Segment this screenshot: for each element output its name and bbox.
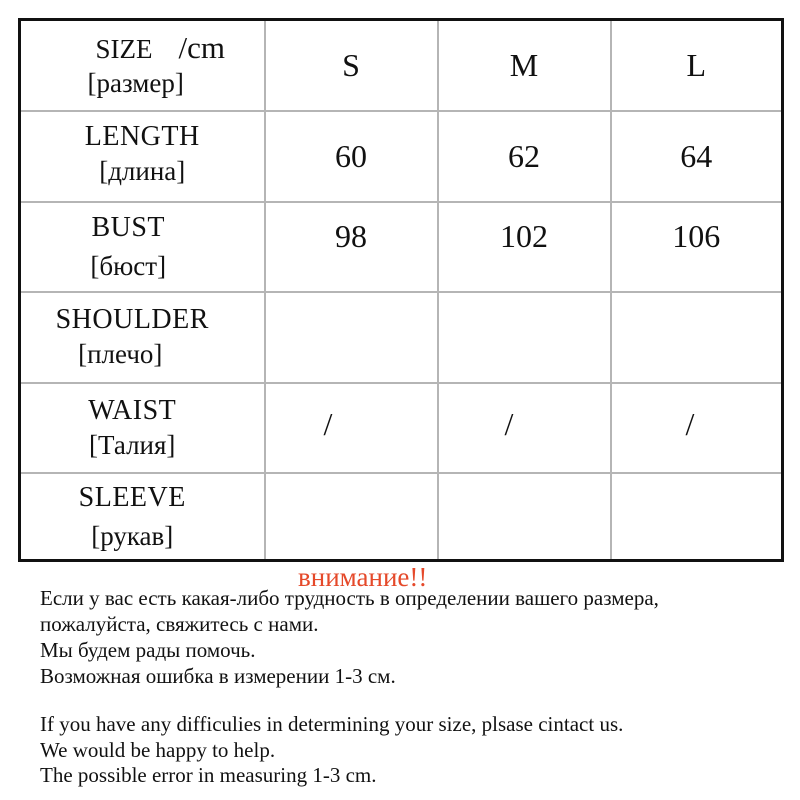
size-label-ru: [размер]	[87, 68, 184, 98]
row-label-en: BUST	[91, 211, 166, 243]
size-header-l: L	[611, 20, 783, 112]
row-label-ru: [рукав]	[91, 520, 174, 551]
size-chart-table	[18, 18, 784, 562]
note-line: пожалуйста, свяжитесь с нами.	[40, 612, 319, 636]
table-row-length	[20, 111, 783, 202]
table-row-shoulder	[20, 292, 783, 383]
value-cell-s: /	[265, 383, 438, 474]
value-cell-l: /	[611, 383, 783, 474]
note-line: If you have any difficulies in determining your size, plsase cintact us.	[40, 712, 624, 736]
value-cell-l: 106	[611, 202, 783, 293]
row-label-en: WAIST	[88, 394, 177, 426]
value-cell-l: 64	[611, 111, 783, 202]
value-cell-s: 60	[265, 111, 438, 202]
row-label-ru: [бюст]	[90, 250, 167, 281]
row-label-cell	[20, 292, 265, 383]
row-label-ru: [плечо]	[78, 339, 163, 370]
row-label-ru: [длина]	[99, 156, 186, 187]
value-cell-s: 98	[265, 202, 438, 293]
note-line: Мы будем рады помочь.	[40, 638, 256, 662]
value-cell-m	[438, 473, 611, 561]
row-label-ru: [Талия]	[89, 429, 176, 460]
value-cell-s	[265, 292, 438, 383]
value-cell-m	[438, 292, 611, 383]
note-line: We would be happy to help.	[40, 737, 276, 762]
value-cell-m: 62	[438, 111, 611, 202]
note-line: Возможная ошибка в измерении 1-3 см.	[40, 664, 396, 688]
header-label-cell	[20, 20, 265, 112]
notice-title: внимание!!	[298, 562, 428, 592]
table-row-sleeve	[20, 473, 783, 561]
value-cell-l	[611, 473, 783, 561]
size-header-s: S	[265, 20, 438, 112]
size-unit-label	[88, 31, 226, 100]
note-line: Если у вас есть какая-либо трудность в определении вашего размера,	[40, 586, 659, 610]
row-label-cell	[20, 383, 265, 474]
row-label-cell	[20, 111, 265, 202]
value-cell-l	[611, 292, 783, 383]
size-label: SIZE	[95, 34, 153, 64]
table-row-waist	[20, 383, 783, 474]
value-cell-m: /	[438, 383, 611, 474]
row-label-en: SLEEVE	[78, 481, 186, 513]
note-line: The possible error in measuring 1-3 cm.	[40, 763, 377, 787]
table-row-bust	[20, 202, 783, 293]
size-header-m: M	[438, 20, 611, 112]
row-label-cell	[20, 202, 265, 293]
row-label-cell	[20, 473, 265, 561]
notes-russian	[40, 585, 659, 689]
notes-english	[40, 712, 623, 789]
row-label-en: SHOULDER	[55, 304, 209, 336]
value-cell-s	[265, 473, 438, 561]
row-label-en: LENGTH	[84, 121, 200, 153]
header-row	[20, 20, 783, 112]
value-cell-m: 102	[438, 202, 611, 293]
unit-label: /cm	[178, 30, 225, 65]
